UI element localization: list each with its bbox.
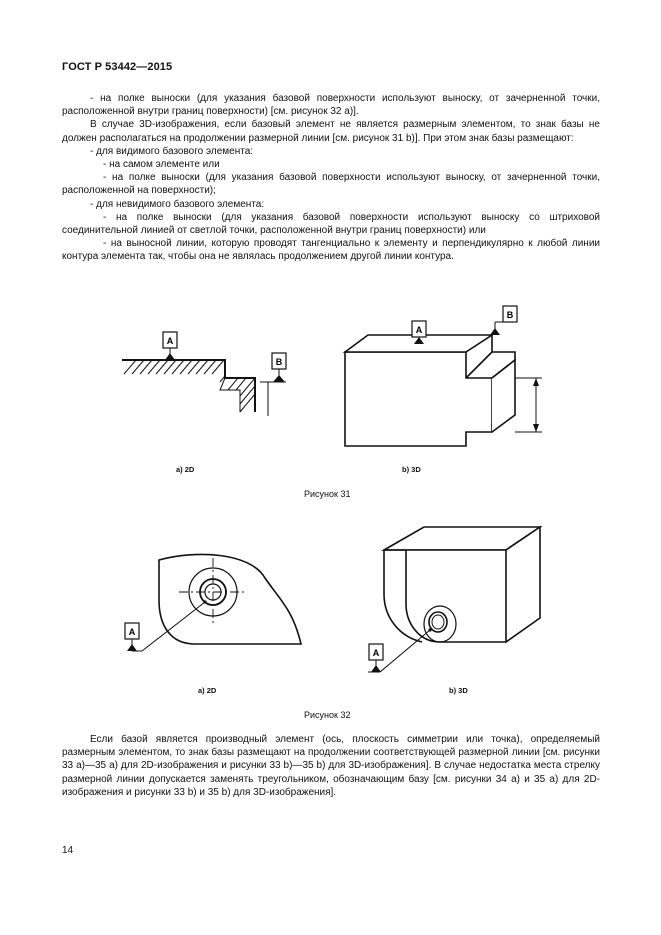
list-item: - на полке выноски (для указания базовой поверхности используют выноску, от зачерненной точки, расположенной на поверхности);	[62, 172, 600, 197]
figure-32a-drawing	[115, 540, 315, 660]
list-item: - на полке выноски (для указания базовой поверхности используют выноску со штриховой соединительной линией от светлой точки, расположенной внутри границ поверхности) или	[62, 211, 600, 237]
datum-letter: B	[275, 357, 283, 367]
paragraph: - на полке выноски (для указания базовой поверхности используют выноску, от зачерненной точки, расположенной внутри границ поверхности) [см. рисунок 32 а)].	[62, 93, 600, 118]
datum-letter: B	[506, 310, 514, 320]
page-number: 14	[62, 845, 74, 856]
list-item: - для невидимого базового элемента:	[90, 198, 265, 210]
figure-31b-drawing	[330, 300, 560, 450]
figure-32b-drawing	[360, 522, 560, 682]
top-text-block	[62, 92, 600, 264]
figure-31a-drawing	[110, 320, 300, 430]
figure-31b-label: b) 3D	[402, 465, 421, 474]
datum-letter: A	[128, 627, 136, 637]
figure-32-caption: Рисунок 32	[304, 710, 351, 720]
bottom-text-block	[62, 733, 600, 799]
list-item: - для видимого базового элемента:	[90, 145, 254, 157]
list-item: - на выносной линии, которую проводят тангенциально к элементу и перпендикулярно к любой линии контура элемента так, чтобы она не являлась продолжением другой линии контура.	[62, 238, 600, 263]
figure-31a-label: a) 2D	[176, 465, 195, 474]
paragraph: В случае 3D-изображения, если базовый элемент не является размерным элементом, то знак базы не должен располагаться на продолжении размерной линии [см. рисунок 31 b)]. При этом знак базы размещают:	[62, 119, 600, 144]
datum-letter: A	[415, 325, 423, 335]
paragraph: Если базой является производный элемент (ось, плоскость симметрии или точка), определяемый размерным элементом, то знак базы размещают на продолжении соответствующей размерной линии [см. рисунки 33 а)—35 а) для 2D-изображения и рисунки 33 b)—35 b) для 3D-изображения]. В случае недостатка места стрелку размерной линии допускается заменять треугольником, обозначающим базу [см. рисунки 34 а) и 35 а) для 2D-изображения и рисунки 33 b) и 35 b) для 3D-изображения].	[62, 734, 600, 798]
datum-letter: A	[372, 648, 380, 658]
figure-32b-label: b) 3D	[449, 686, 468, 695]
figure-32a-label: a) 2D	[198, 686, 217, 695]
list-item: - на самом элементе или	[103, 159, 220, 171]
datum-letter: A	[166, 336, 174, 346]
figure-31-caption: Рисунок 31	[304, 489, 351, 499]
document-header: ГОСТ Р 53442—2015	[62, 61, 173, 73]
